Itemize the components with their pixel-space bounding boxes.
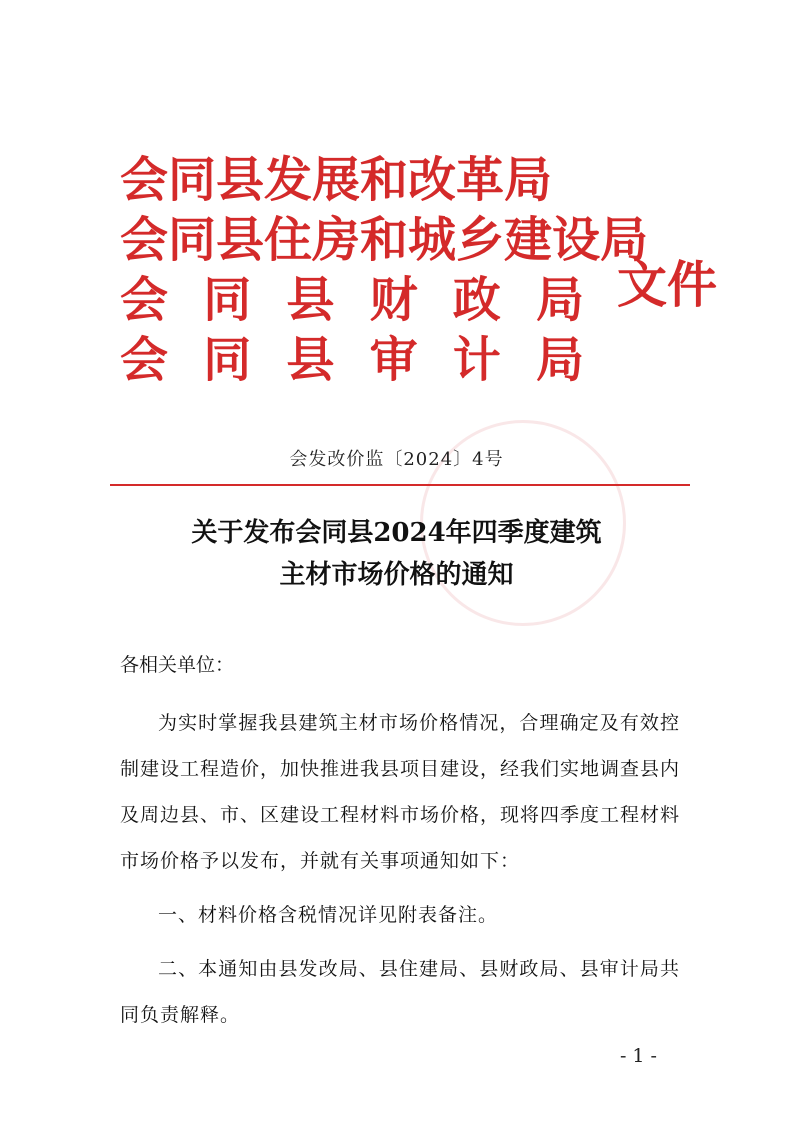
paragraph-3: 二、本通知由县发改局、县住建局、县财政局、县审计局共同负责解释。 [120, 958, 680, 1026]
agency-character: 局 [535, 332, 584, 388]
agency-name-2: 会同县住房和城乡建设局 [120, 212, 649, 268]
salutation: 各相关单位： [120, 654, 235, 676]
paragraph-1: 为实时掌握我县建筑主材市场价格情况，合理确定及有效控制建设工程造价，加快推进我县项目建设，经我们实地调查县内及周边县、市、区建设工程材料市场价格，现将四季度工程材料市场价格予以发布，并就有关事项通知如下： [120, 712, 681, 872]
agency-character: 同 [203, 332, 252, 388]
agency-name-1: 会同县发展和改革局 [120, 152, 553, 208]
agency-character: 会 [120, 332, 169, 388]
agency-character: 审 [369, 332, 418, 388]
agency-list [120, 150, 649, 390]
document-number: 会发改价监〔2024〕4号 [289, 449, 504, 470]
agency-character: 县 [286, 332, 335, 388]
agency-name-3 [120, 270, 584, 330]
title-line-1: 关于发布会同县2024年四季度建筑 [191, 518, 602, 548]
title-line-2: 主材市场价格的通知 [279, 560, 514, 590]
document-suffix: 文件 [617, 255, 717, 314]
agency-name-4 [120, 330, 584, 390]
page-number: -1- [620, 1045, 663, 1067]
document-title [0, 512, 793, 596]
paragraph-2: 一、材料价格含税情况详见附表备注。 [158, 904, 499, 926]
document-body [120, 650, 680, 1046]
agency-character: 县 [286, 272, 335, 328]
agency-character: 局 [535, 272, 584, 328]
agency-character: 计 [452, 332, 501, 388]
agency-character: 政 [452, 272, 501, 328]
agency-character: 会 [120, 272, 169, 328]
agency-character: 财 [369, 272, 418, 328]
red-divider-line [110, 484, 690, 486]
agency-character: 同 [203, 272, 252, 328]
